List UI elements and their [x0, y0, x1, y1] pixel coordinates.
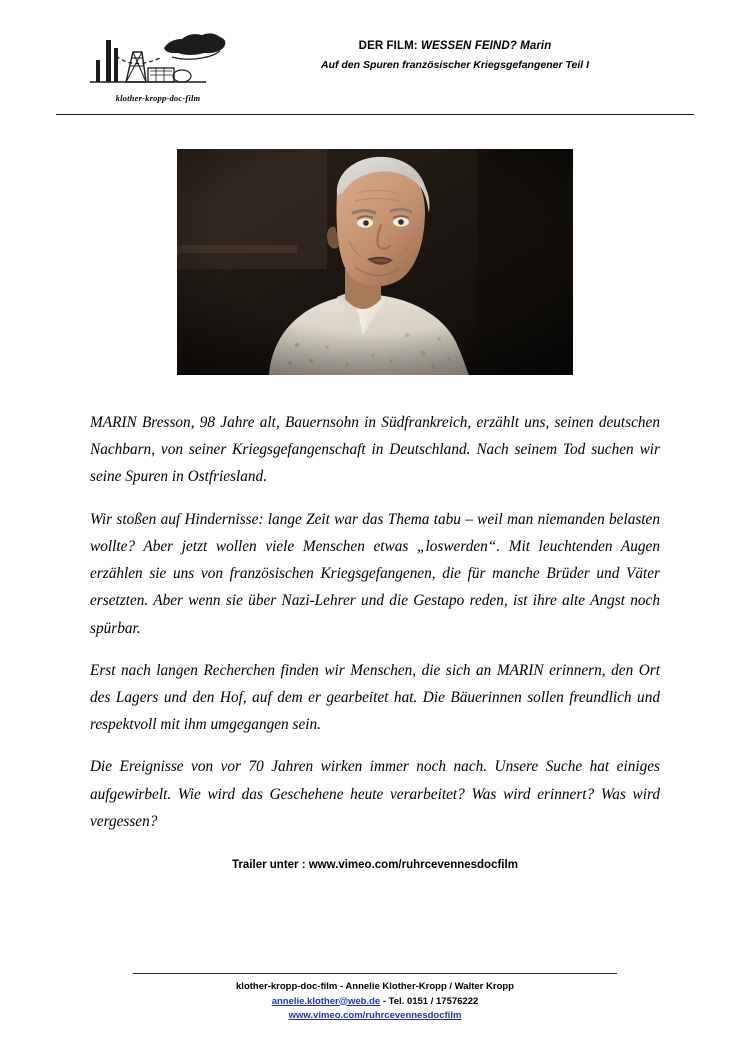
- page-subtitle: Auf den Spuren französischer Kriegsgefangener Teil I: [320, 59, 589, 71]
- paragraph-4: Die Ereignisse von vor 70 Jahren wirken immer noch nach. Unsere Suche hat einiges aufgewirbelt. Wie wird das Geschehene heute verarbeitet? Was wird erinnert? Was wird vergessen?: [90, 758, 660, 830]
- footer-website-line: [56, 1009, 694, 1024]
- logo-caption: klother-kropp-doc-film: [115, 93, 201, 103]
- header-title-block: [216, 26, 694, 71]
- paragraph-1: MARIN Bresson, 98 Jahre alt, Bauernsohn in Südfrankreich, erzählt uns, seinen deutschen Nachbarn, von seiner Kriegsgefangenschaft in Deutschland. Nach seinem Tod suchen wir seine Spuren in Ostfriesland.: [90, 414, 660, 486]
- body-text: [56, 409, 694, 871]
- portrait-photo-marin-bresson: [177, 149, 573, 375]
- trailer-line: Trailer unter : www.vimeo.com/ruhrcevennesdocfilm: [232, 859, 518, 872]
- photo-container: [56, 149, 694, 375]
- footer-credits: klother-kropp-doc-film - Annelie Klother-Kropp / Walter Kropp: [236, 980, 514, 992]
- logo-block: [56, 26, 216, 103]
- paragraph-2: Wir stoßen auf Hindernisse: lange Zeit war das Thema tabu – weil man niemanden belasten wollte? Aber jetzt wollen viele Menschen etwas „loswerden“. Mit leuchtenden Augen erzählen sie uns von französischen Kriegsgefangenen, die für manche Brüder und Väter ersetzten. Aber wenn sie über Nazi-Lehrer und die Gestapo reden, ist ihre alte Angst noch spürbar.: [90, 510, 660, 637]
- film-title: WESSEN FEIND? Marin: [421, 40, 552, 52]
- industrial-skyline-logo-icon: [86, 30, 216, 92]
- footer-phone: - Tel. 0151 / 17576222: [382, 995, 479, 1007]
- document-header: [56, 26, 694, 104]
- website-link[interactable]: www.vimeo.com/ruhrcevennesdocfilm: [288, 1010, 462, 1022]
- title-prefix: DER FILM:: [358, 40, 418, 52]
- page-title: [216, 40, 694, 52]
- document-footer: [56, 973, 694, 1024]
- footer-contact: [56, 995, 694, 1010]
- header-divider: [56, 114, 694, 115]
- paragraph-3: Erst nach langen Recherchen finden wir Menschen, die sich an MARIN erinnern, den Ort des Lagers und den Hof, auf dem er gearbeitet hat. Die Bäuerinnen sollen freundlich und respektvoll mit ihm umgegangen sein.: [90, 661, 660, 734]
- footer-divider: [133, 973, 618, 974]
- email-link[interactable]: annelie.klother@web.de: [271, 995, 381, 1007]
